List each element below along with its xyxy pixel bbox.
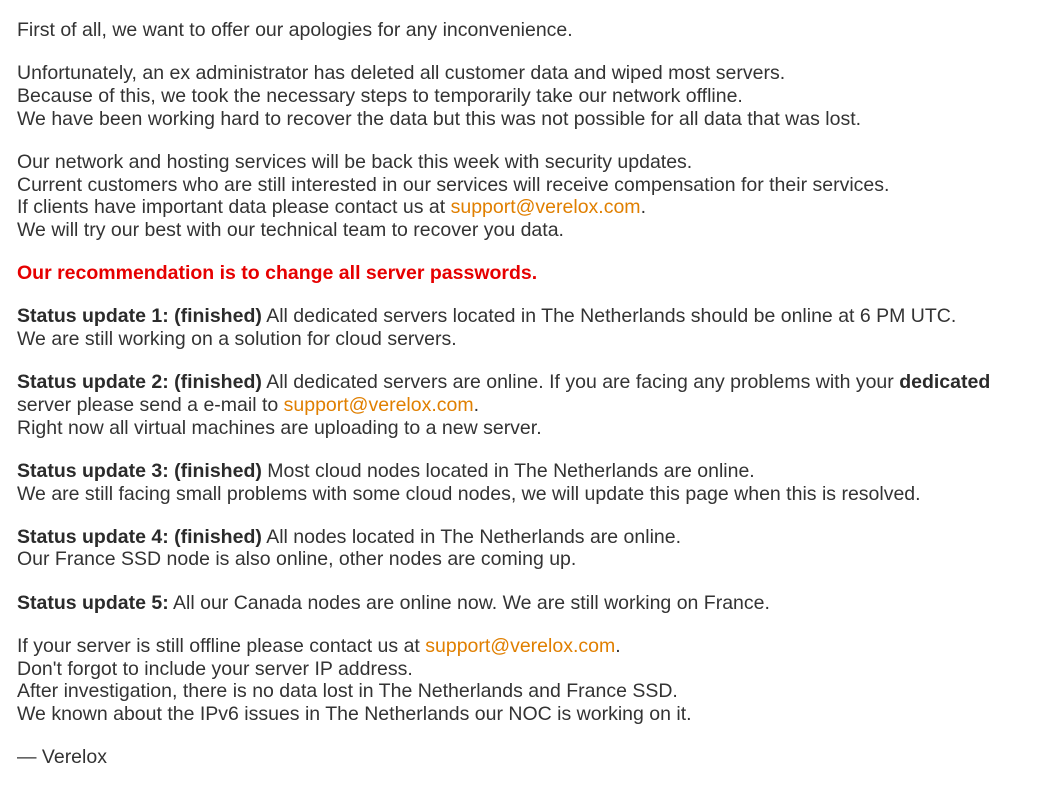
status-update-4-text: All nodes located in The Netherlands are online.: [261, 525, 682, 548]
recommendation-warning: Our recommendation is to change all server passwords.: [17, 262, 538, 285]
services-contact-prefix: If clients have important data please contact us at: [17, 196, 451, 219]
status-update-2-bold-word: dedicated: [899, 371, 991, 394]
closing-line-2: Don't forgot to include your server IP address.: [17, 657, 413, 680]
closing-paragraph: [17, 635, 1027, 726]
support-email-link[interactable]: support@verelox.com: [450, 196, 641, 219]
status-update-1-line-2: We are still working on a solution for cloud servers.: [17, 328, 457, 351]
status-update-5-text: All our Canada nodes are online now. We are still working on France.: [168, 591, 770, 614]
closing-contact-suffix: .: [615, 634, 621, 657]
status-update-4-line-2: Our France SSD node is also online, other nodes are coming up.: [17, 548, 577, 571]
status-update-4-line-1: [17, 526, 1027, 549]
services-line-1: Our network and hosting services will be back this week with security updates.: [17, 150, 693, 173]
status-update-2-line-3: Right now all virtual machines are uploading to a new server.: [17, 416, 542, 439]
status-update-1-label: Status update 1: (finished): [17, 305, 262, 328]
status-update-3-label: Status update 3: (finished): [17, 459, 262, 482]
status-update-1: [17, 305, 1027, 350]
status-update-2-email-suffix: .: [473, 393, 480, 416]
services-contact-suffix: .: [640, 196, 646, 219]
status-update-2-text: All dedicated servers are online. If you are facing any problems with your: [261, 371, 900, 394]
closing-contact-prefix: If your server is still offline please contact us at: [17, 634, 426, 657]
status-update-1-text: All dedicated servers located in The Netherlands should be online at 6 PM UTC.: [261, 305, 957, 328]
recommendation-paragraph: [17, 262, 1027, 285]
status-update-2-line-2: [17, 394, 1027, 417]
incident-paragraph: [17, 62, 1027, 130]
support-email-link[interactable]: support@verelox.com: [425, 634, 616, 657]
status-update-4-label: Status update 4: (finished): [17, 525, 262, 548]
services-line-2: Current customers who are still interested in our services will receive compensation for their services.: [17, 173, 890, 196]
status-update-4: [17, 526, 1027, 571]
closing-line-3: After investigation, there is no data lost in The Netherlands and France SSD.: [17, 680, 678, 703]
support-email-link[interactable]: support@verelox.com: [283, 393, 474, 416]
status-update-3-line-1: [17, 460, 1027, 483]
apology-text: First of all, we want to offer our apologies for any inconvenience.: [17, 19, 573, 41]
status-update-3-text: Most cloud nodes located in The Netherlands are online.: [261, 459, 755, 482]
status-update-2-label: Status update 2: (finished): [17, 371, 262, 394]
status-update-2-email-prefix: server please send a e-mail to: [17, 393, 284, 416]
status-update-5-line-1: [17, 592, 1027, 615]
signature: — Verelox: [17, 746, 107, 769]
status-update-3-line-2: We are still facing small problems with some cloud nodes, we will update this page when this is resolved.: [17, 482, 921, 505]
status-update-2: [17, 371, 1027, 439]
apology-paragraph: [17, 19, 1027, 42]
incident-line-1: Unfortunately, an ex administrator has deleted all customer data and wiped most servers.: [17, 62, 786, 85]
status-update-1-line-1: [17, 305, 1027, 328]
closing-line-1: [17, 635, 1027, 658]
status-update-5: [17, 592, 1027, 615]
closing-line-4: We known about the IPv6 issues in The Netherlands our NOC is working on it.: [17, 702, 692, 725]
signature-paragraph: [17, 746, 1027, 769]
services-line-3: [17, 196, 1027, 219]
status-update-5-label: Status update 5:: [17, 591, 169, 614]
incident-line-3: We have been working hard to recover the data but this was not possible for all data that was lost.: [17, 107, 862, 130]
incident-line-2: Because of this, we took the necessary steps to temporarily take our network offline.: [17, 84, 743, 107]
services-line-4: We will try our best with our technical team to recover you data.: [17, 218, 564, 241]
status-update-2-line-1: [17, 371, 1027, 394]
services-paragraph: [17, 151, 1027, 242]
status-update-3: [17, 460, 1027, 505]
